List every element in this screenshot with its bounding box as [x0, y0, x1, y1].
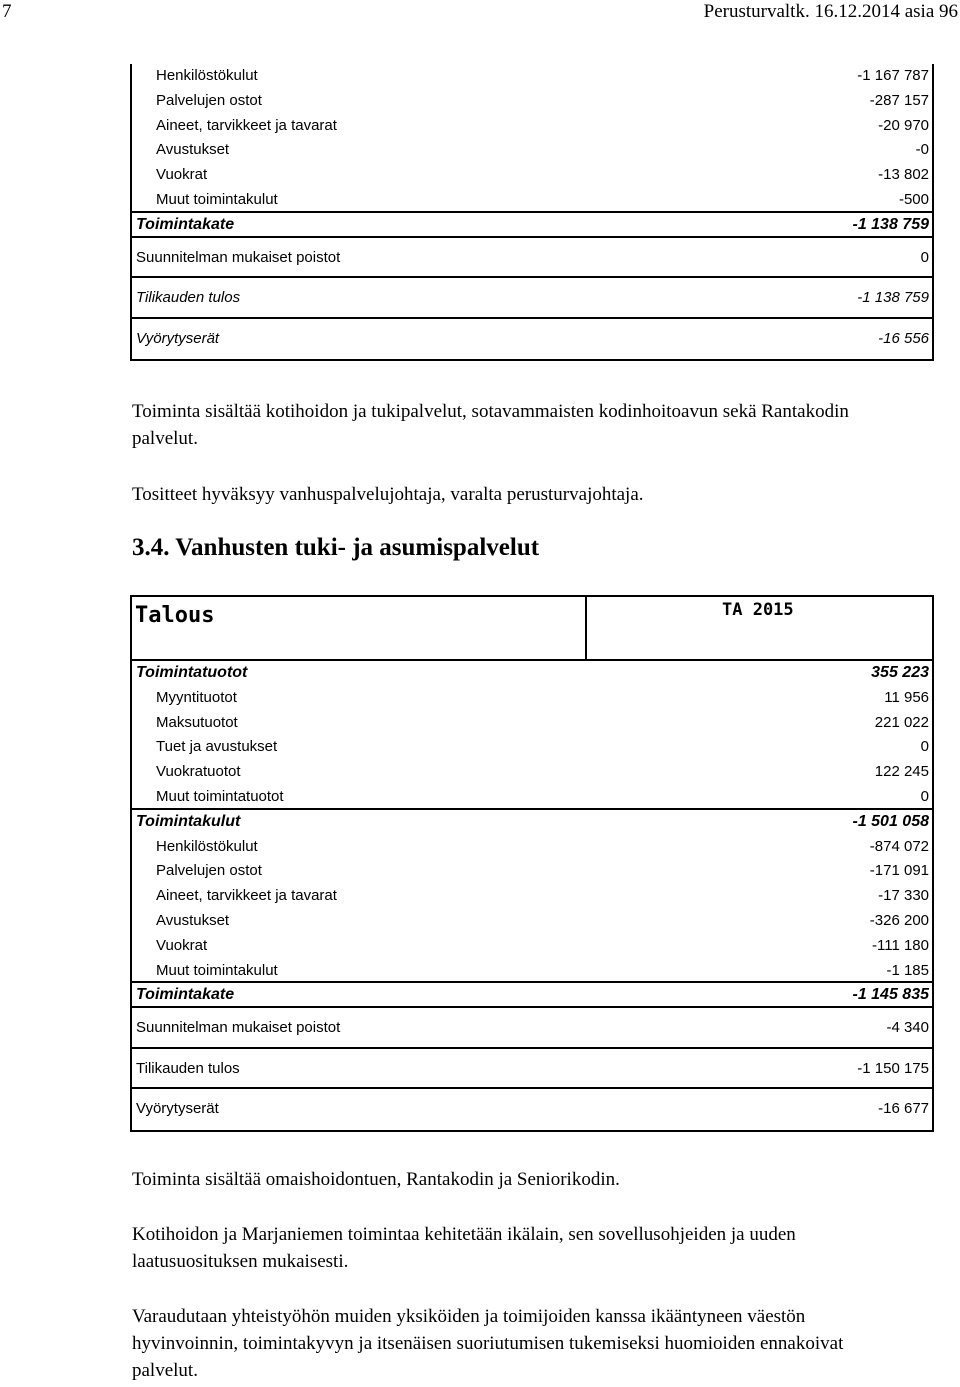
budget-table: [130, 595, 934, 1132]
row-label: Muut toimintakulut: [156, 961, 278, 979]
row-value: -1 145 835: [852, 986, 929, 1004]
table-row: [132, 835, 932, 860]
toimintatuotot-row: [132, 661, 932, 686]
row-label: Toimintakate: [136, 986, 235, 1004]
row-value: -1 185: [886, 961, 929, 979]
row-label: Toimintatuotot: [136, 664, 248, 681]
table-row: [132, 909, 932, 934]
table-row: [132, 859, 932, 884]
vyorytys-row: [132, 1089, 932, 1130]
row-label: Maksutuotot: [156, 713, 238, 731]
row-value: 0: [920, 787, 929, 805]
row-value: -16 677: [878, 1100, 929, 1118]
description-paragraph: Toiminta sisältää kotihoidon ja tukipalvelut, sotavammaisten kodinhoitoavun sekä Rantakodin palvelut.: [132, 401, 849, 449]
row-label: Aineet, tarvikkeet ja tavarat: [156, 887, 337, 905]
row-value: 221 022: [874, 713, 929, 731]
development-paragraph: Kotihoidon ja Marjaniemen toimintaa kehitetään ikälain, sen sovellusohjeiden ja uuden laatusuosituksen mukaisesti.: [132, 1224, 796, 1272]
table-row: [132, 138, 932, 163]
row-label: Suunnitelman mukaiset poistot: [136, 1019, 341, 1037]
row-value: -1 138 759: [857, 289, 929, 307]
header-ta2015: TA 2015: [722, 600, 794, 620]
budget-table-continued: [130, 64, 934, 361]
row-value: -20 970: [878, 116, 929, 134]
table-row: [132, 163, 932, 188]
table-row: [132, 884, 932, 909]
row-label: Henkilöstökulut: [156, 67, 258, 84]
table-row: [132, 64, 932, 89]
row-label: Avustukset: [156, 141, 230, 159]
row-value: -4 340: [886, 1019, 929, 1037]
table-row: [132, 959, 932, 984]
toimintakate-row: [132, 983, 932, 1008]
row-value: -500: [898, 190, 929, 208]
row-label: Vyörytyserät: [136, 1100, 219, 1118]
header-divider: [585, 597, 587, 659]
row-value: 11 956: [884, 688, 929, 706]
table-row: [132, 89, 932, 114]
approval-paragraph: Tositteet hyväksyy vanhuspalvelujohtaja, varalta perusturvajohtaja.: [132, 484, 644, 505]
row-value: -287 157: [869, 91, 929, 109]
table-row: [132, 760, 932, 785]
row-value: -0: [915, 141, 929, 159]
section-title: 3.4. Vanhusten tuki- ja asumispalvelut: [132, 534, 540, 561]
table-row: [132, 686, 932, 711]
row-value: -1 167 787: [857, 67, 929, 84]
table-header: [132, 597, 932, 661]
table-row: [132, 114, 932, 139]
poistot-row: [132, 238, 932, 279]
row-value: -874 072: [869, 837, 929, 855]
row-label: Muut toimintatuotot: [156, 787, 284, 805]
row-label: Tuet ja avustukset: [156, 738, 278, 756]
row-value: 355 223: [871, 664, 929, 681]
row-value: -1 150 175: [857, 1059, 929, 1077]
row-value: -1 501 058: [852, 812, 929, 830]
header-talous: Talous: [135, 603, 215, 628]
row-label: Vuokratuotot: [156, 763, 241, 781]
row-value: -111 180: [872, 936, 929, 954]
contents-paragraph: Toiminta sisältää omaishoidontuen, Rantakodin ja Seniorikodin.: [132, 1169, 620, 1190]
toimintakate-row: [132, 213, 932, 238]
row-value: -17 330: [878, 887, 929, 905]
row-label: Toimintakulut: [136, 812, 241, 830]
row-label: Toimintakate: [136, 215, 235, 233]
table-row: [132, 785, 932, 810]
row-label: Palvelujen ostot: [156, 91, 262, 109]
page-header: [0, 0, 960, 24]
row-label: Tilikauden tulos: [136, 289, 241, 307]
row-label: Muut toimintakulut: [156, 190, 278, 208]
document-reference: Perusturvaltk. 16.12.2014 asia 96: [703, 1, 958, 22]
row-label: Henkilöstökulut: [156, 837, 258, 855]
cooperation-paragraph: Varaudutaan yhteistyöhön muiden yksiköiden ja toimijoiden kanssa ikääntyneen väestön hyvinvoinnin, toimintakyvyn ja itsenäisen suoriutumisen tukemiseksi huomioiden ennakoivat palvelut.: [132, 1306, 844, 1381]
row-label: Vuokrat: [156, 936, 208, 954]
poistot-row: [132, 1008, 932, 1049]
table-row: [132, 188, 932, 213]
row-value: -326 200: [869, 911, 929, 929]
row-label: Avustukset: [156, 911, 230, 929]
toimintakulut-row: [132, 810, 932, 835]
row-value: 0: [920, 738, 929, 756]
row-label: Myyntituotot: [156, 688, 237, 706]
row-label: Vyörytyserät: [136, 329, 220, 347]
page-number: 7: [2, 1, 12, 22]
table-row: [132, 711, 932, 736]
tulos-row: [132, 1049, 932, 1090]
row-value: -16 556: [878, 329, 929, 347]
table-row: [132, 934, 932, 959]
row-label: Suunnitelman mukaiset poistot: [136, 248, 341, 266]
row-label: Vuokrat: [156, 166, 208, 184]
row-label: Aineet, tarvikkeet ja tavarat: [156, 116, 337, 134]
vyorytys-row: [132, 319, 932, 360]
table-row: [132, 735, 932, 760]
row-label: Tilikauden tulos: [136, 1059, 240, 1077]
row-value: -13 802: [878, 166, 929, 184]
row-value: 122 245: [874, 763, 929, 781]
row-value: -171 091: [869, 862, 929, 880]
row-label: Palvelujen ostot: [156, 862, 262, 880]
row-value: -1 138 759: [852, 215, 929, 233]
row-value: 0: [920, 248, 929, 266]
tulos-row: [132, 278, 932, 319]
